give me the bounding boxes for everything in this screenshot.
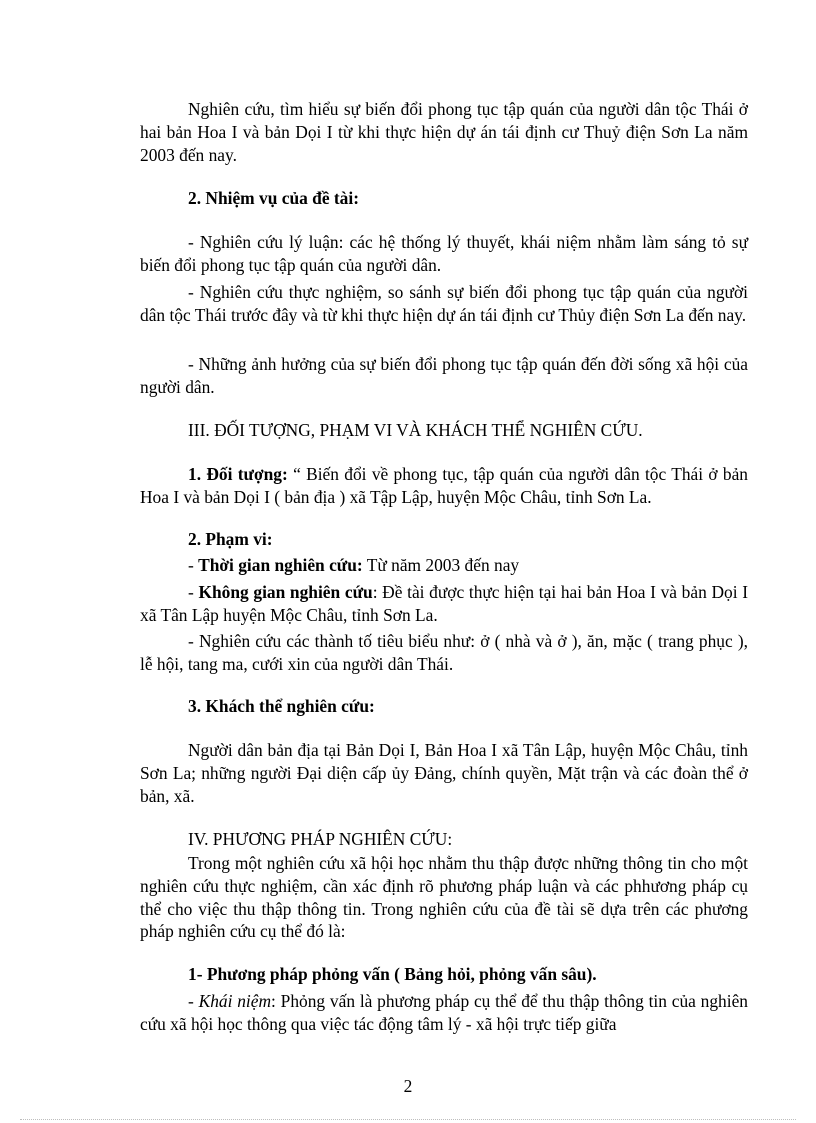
section-heading-IV: IV. PHƯƠNG PHÁP NGHIÊN CỨU:	[188, 829, 453, 849]
thoi-gian-paragraph	[140, 554, 748, 577]
section-heading-III: III. ĐỐI TƯỢNG, PHẠM VI VÀ KHÁCH THỂ NGHIÊN CỨU.	[188, 420, 643, 440]
khong-gian-text: : Đề tài được thực hiện tại hai bản Hoa I và bản Dọi I xã Tân Lập huyện Mộc Châu, tỉnh Sơn La.	[140, 582, 748, 625]
thanh-to-paragraph: - Nghiên cứu các thành tố tiêu biểu như: ở ( nhà và ở ), ăn, mặc ( trang phục ), lễ hội, tang ma, cưới xin của người dân Thái.	[140, 631, 748, 674]
doi-tuong-label: 1. Đối tượng:	[188, 464, 288, 484]
khong-gian-paragraph	[140, 581, 748, 627]
heading-nhiem-vu: 2. Nhiệm vụ của đề tài:	[188, 188, 360, 208]
khong-gian-label: Không gian nghiên cứu	[198, 582, 373, 602]
page-number: 2	[403, 1076, 413, 1096]
khai-niem-paragraph	[140, 990, 748, 1036]
khai-niem-label: Khái niệm	[198, 991, 272, 1011]
khach-the-paragraph: Người dân bản địa tại Bản Dọi I, Bản Hoa I xã Tân Lập, huyện Mộc Châu, tỉnh Sơn La; những người Đại diện cấp ủy Đảng, chính quyền, Mặt trận và các đoàn thể ở bản, xã.	[140, 740, 748, 806]
dash: -	[188, 555, 199, 575]
dash: -	[188, 991, 199, 1011]
thoi-gian-text: Từ năm 2003 đến nay	[362, 555, 520, 575]
doi-tuong-text: “ Biến đổi về phong tục, tập quán của người dân tộc Thái ở bản Hoa I và bản Dọi I ( bản địa ) xã Tập Lập, huyện Mộc Châu, tỉnh Sơn La.	[140, 464, 748, 507]
doi-tuong-paragraph	[140, 463, 748, 509]
task-item-1: - Nghiên cứu lý luận: các hệ thống lý thuyết, khái niệm nhằm làm sáng tỏ sự biến đổi phong tục tập quán của người dân.	[140, 232, 748, 275]
khai-niem-text: : Phỏng vấn là phương pháp cụ thể để thu thập thông tin của nghiên cứu xã hội học thông qua việc tác động tâm lý - xã hội trực tiếp giữa	[140, 991, 749, 1034]
heading-pham-vi: 2. Phạm vi:	[188, 529, 273, 549]
task-item-3: - Những ảnh hưởng của sự biến đổi phong tục tập quán đến đời sống xã hội của người dân.	[140, 354, 748, 397]
page-bottom-divider	[20, 1119, 796, 1120]
heading-phong-van: 1- Phương pháp phỏng vấn ( Bảng hỏi, phỏng vấn sâu).	[188, 964, 597, 984]
intro-paragraph: Nghiên cứu, tìm hiểu sự biến đổi phong tục tập quán của người dân tộc Thái ở hai bản Hoa I và bản Dọi I từ khi thực hiện dự án tái định cư Thuỷ điện Sơn La năm 2003 đến nay.	[140, 99, 748, 165]
dash: -	[188, 582, 199, 602]
task-item-2: - Nghiên cứu thực nghiệm, so sánh sự biến đổi phong tục tập quán của người dân tộc Thái trước đây và từ khi thực hiện dự án tái định cư Thủy điện Sơn La đến nay.	[140, 282, 748, 325]
thoi-gian-label: Thời gian nghiên cứu:	[198, 555, 363, 575]
heading-khach-the: 3. Khách thể nghiên cứu:	[188, 696, 375, 716]
phuong-phap-paragraph: Trong một nghiên cứu xã hội học nhằm thu thập được những thông tin cho một nghiên cứu thực nghiệm, cần xác định rõ phương pháp luận và các phhương pháp cụ thể cho việc thu thập thông tin. Trong nghiên cứu của đề tài sẽ dựa trên các phương pháp nghiên cứu cụ thể đó là:	[140, 853, 748, 942]
